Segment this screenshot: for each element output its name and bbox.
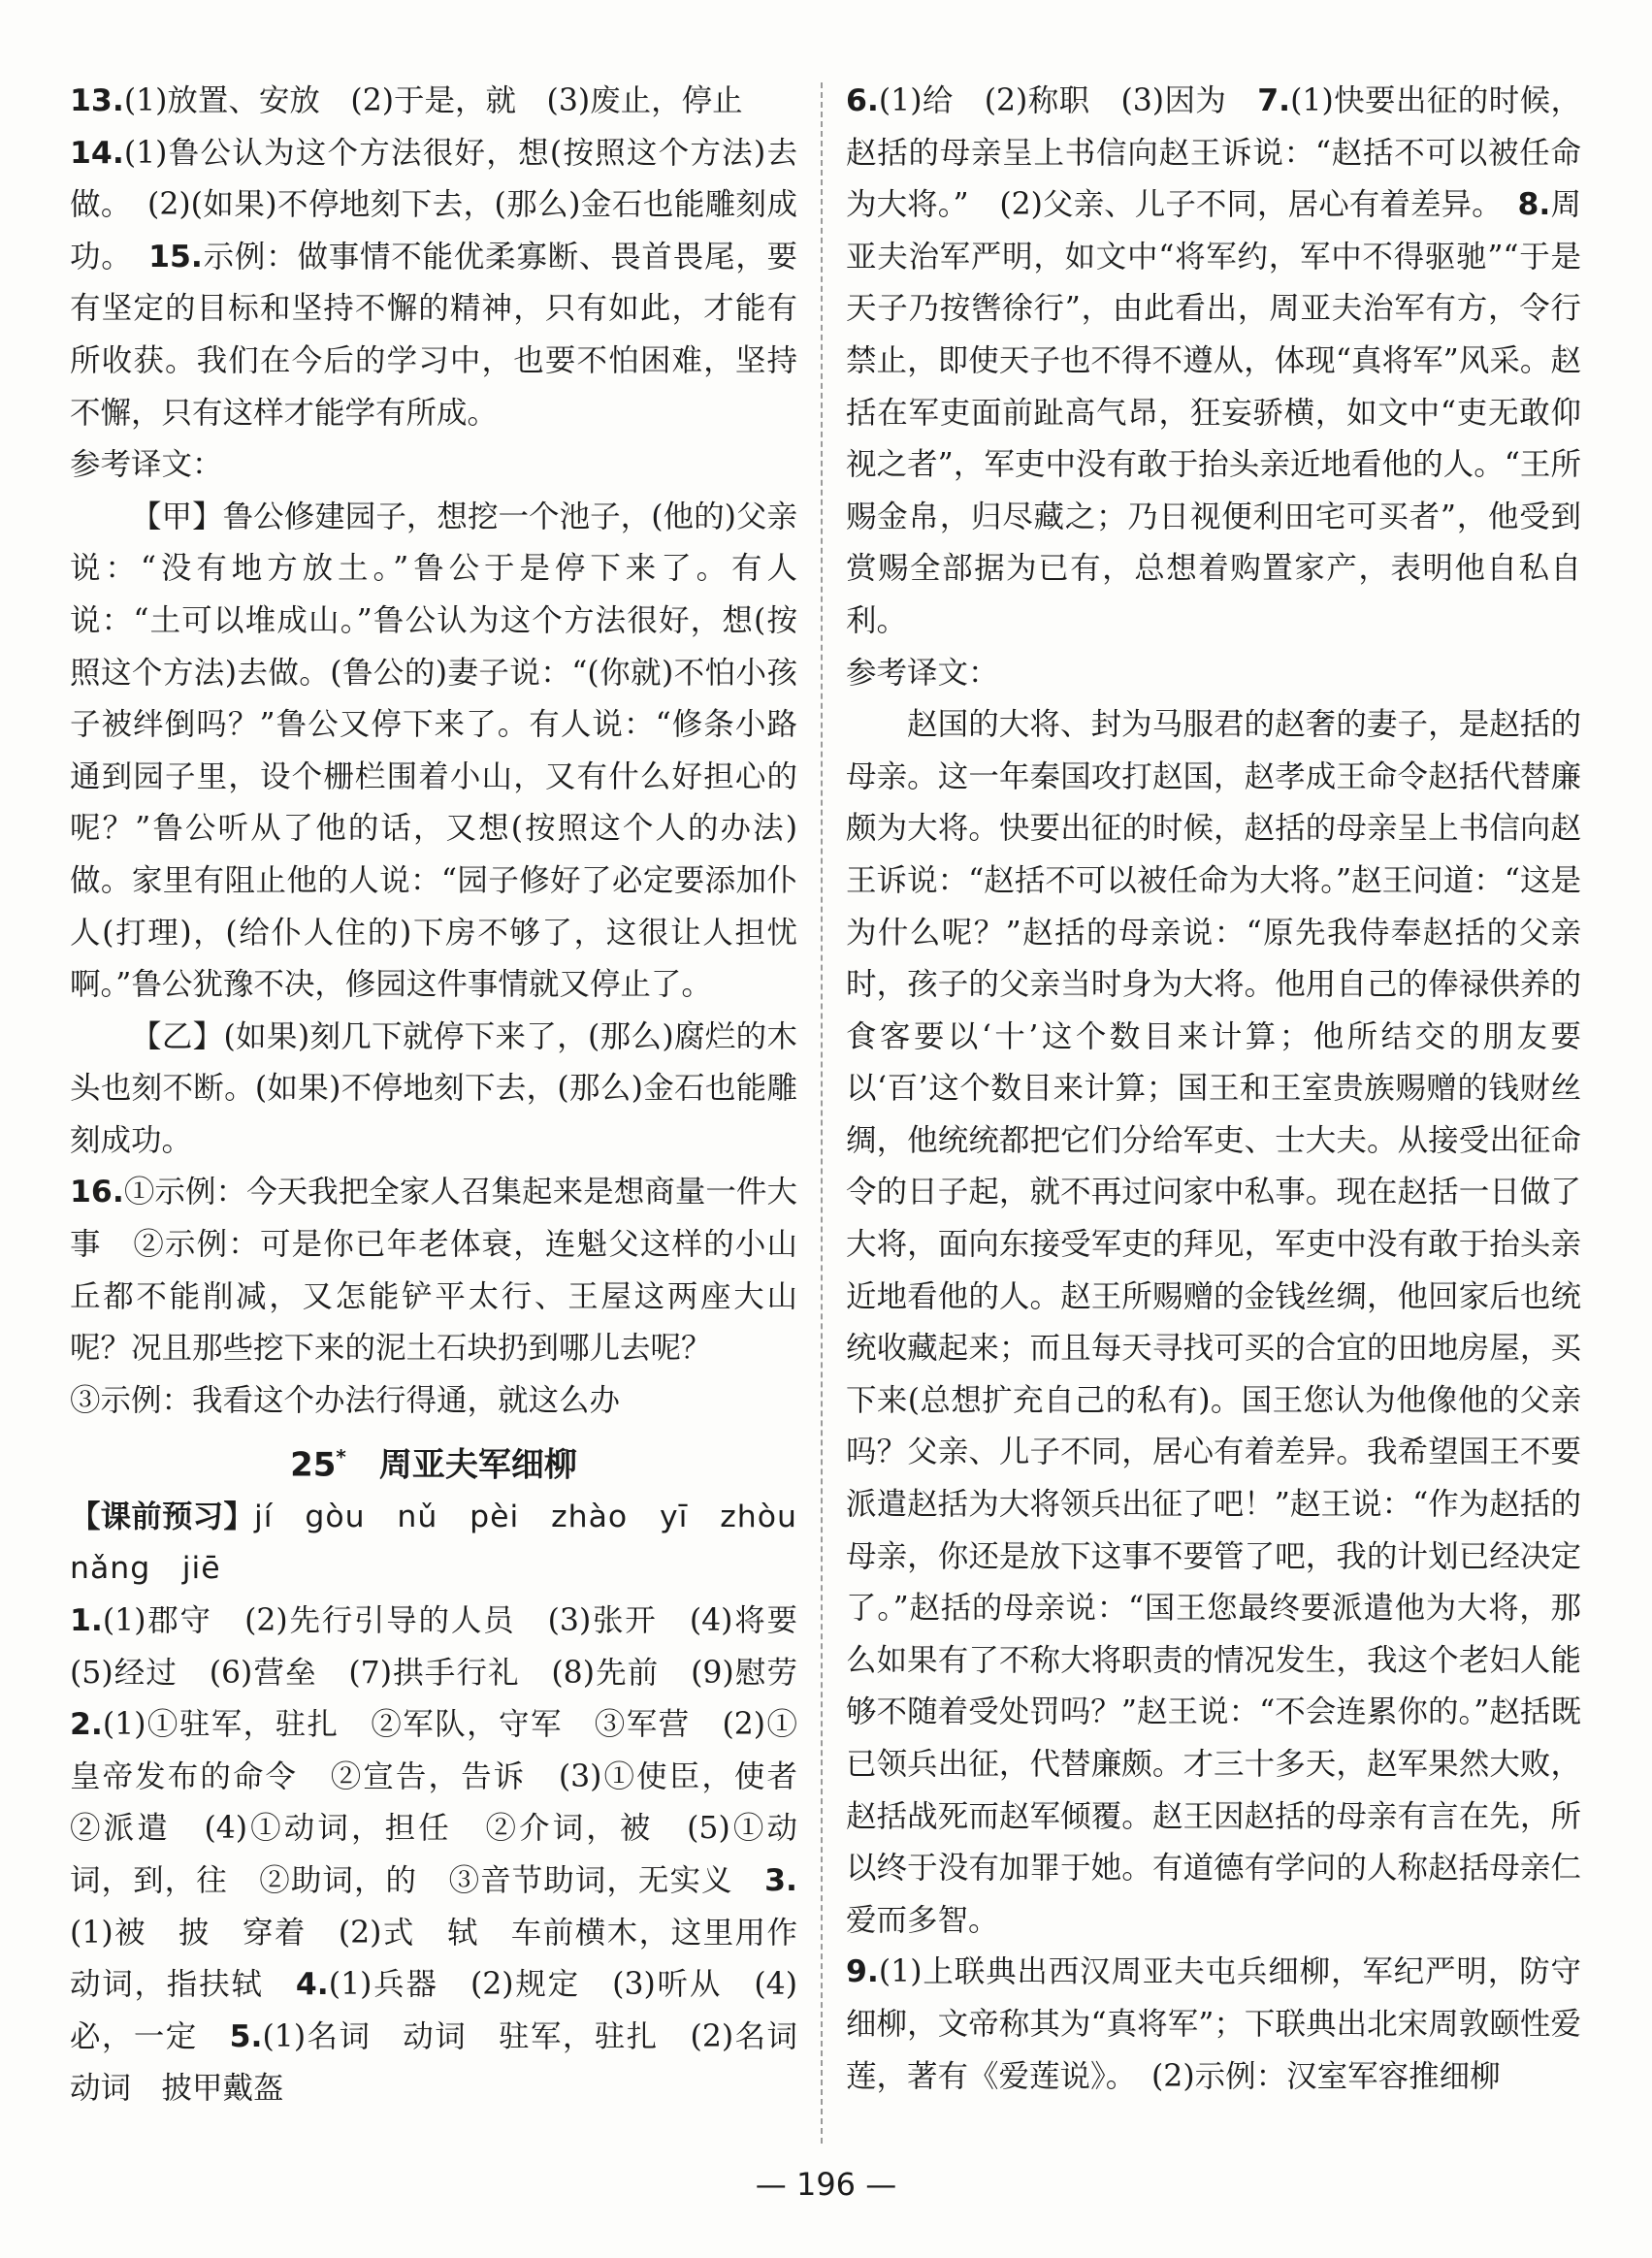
- reference-translation-label: 参考译文：: [70, 447, 223, 483]
- answer-13: [70, 76, 797, 128]
- preview-section: [70, 1492, 829, 1596]
- question-number: 16.: [70, 1175, 124, 1210]
- question-number: 7.: [1257, 83, 1291, 118]
- right-column: [846, 76, 1581, 2103]
- answer-text: 示例：做事情不能优柔寡断、畏首畏尾，要有坚定的目标和坚持不懈的精神，只有如此，才能有所收获。我们在今后的学习中，也要不怕困难，坚持不懈，只有这样才能学有所成。: [70, 239, 797, 431]
- answer-16-part-3: ③示例：我看这个办法行得通，就这么办: [70, 1382, 621, 1418]
- translation-zhao-kuo-mother: 赵国的大将、封为马服君的赵奢的妻子，是赵括的母亲。这一年秦国攻打赵国，赵孝成王命令赵括代替廉颇为大将。快要出征的时候，赵括的母亲呈上书信向赵王诉说：“赵括不可以被任命为大将。”赵王问道：“这是为什么呢？”赵括的母亲说：“原先我侍奉赵括的父亲时，孩子的父亲当时身为大将。他用自己的俸禄供养的食客要以‘十’这个数目来计算；他所结交的朋友要以‘百’这个数目来计算；国王和王室贵族赐赠的钱财丝绸，他统统都把它们分给军吏、士大夫。从接受出征命令的日子起，就不再过问家中私事。现在赵括一日做了大将，面向东接受军吏的拜见，军吏中没有敢于抬头亲近地看他的人。赵王所赐赠的金钱丝绸，他回家后也统统收藏起来；而且每天寻找可买的合宜的田地房屋，买下来(总想扩充自己的私有)。国王您认为他像他的父亲吗？父亲、儿子不同，居心有着差异。我希望国王不要派遣赵括为大将领兵出征了吧！”赵王说：“作为赵括的母亲，你还是放下这事不要管了吧，我的计划已经决定了。”赵括的母亲说：“国王您最终要派遣他为大将，那么如果有了不称大将职责的情况发生，我这个老妇人能够不随着受处罚吗？”赵王说：“不会连累你的。”赵括既已领兵出征，代替廉颇。才三十多天，赵军果然大败，赵括战死而赵军倾覆。赵王因赵括的母亲有言在先，所以终于没有加罪于她。有道德有学问的人称赵括母亲仁爱而多智。: [846, 707, 1581, 1938]
- page-number: — 196 —: [755, 2166, 897, 2203]
- answer-text: (1)给 (2)称职 (3)因为: [878, 83, 1258, 118]
- preview-pinyin: jí gòu nǔ pèi zhào yī zhòu nǎng jiē: [70, 1499, 829, 1587]
- question-number: 5.: [229, 2018, 263, 2054]
- question-number: 6.: [846, 83, 879, 118]
- question-number: 15.: [148, 239, 203, 274]
- answer-text: (1)上联典出西汉周亚夫屯兵细柳，军纪严明，防守细柳，文帝称其为“真将军”；下联典出北宋周敦颐性爱莲，著有《爱莲说》。 (2)示例：汉室军容推细柳: [846, 1954, 1581, 2094]
- answer-text: (1)被 披 穿着 (2)式 轼 车前横木，这里用作动词，指扶轼: [70, 1915, 797, 2003]
- answer-text: (1)名词 动词 驻军，驻扎 (2)名词 动词 披甲戴盔: [70, 2018, 828, 2107]
- answer-text: 周亚夫治军严明，如文中“将军约，军中不得驱驰”“于是天子乃按辔徐行”，由此看出，周亚夫治军有方，令行禁止，即使天子也不得不遵从，体现“真将军”风采。赵括在军吏面前趾高气昂，狂妄骄横，如文中“吏无敢仰视之者”，军吏中没有敢于抬头亲近地看他的人。“王所赐金帛，归尽藏之；乃日视便利田宅可买者”，他受到赏赐全部据为已有，总想着购置家产，表明他自私自利。: [846, 187, 1581, 638]
- answer-text: (1)兵器 (2)规定 (3)听从 (4)必，一定: [70, 1967, 797, 2054]
- answers-1-5: [70, 1596, 828, 2115]
- question-number: 14.: [70, 135, 124, 171]
- answer-text: (1)①驻军，驻扎 ②军队，守军 ③军营 (2)①皇帝发布的命令 ②宣告，告诉 (3)①使臣，使者 ②派遣 (4)①动词，担任 ②介词，被 (5)①动词，到，往 ②助词，的 ③音节助词，无实义: [70, 1707, 828, 1898]
- translation-jia: 【甲】鲁公修建园子，想挖一个池子，(他的)父亲说：“没有地方放土。”鲁公于是停下来了。有人说：“土可以堆成山。”鲁公认为这个方法很好，想(按照这个方法)去做。(鲁公的)妻子说：“(你就)不怕小孩子被绊倒吗？”鲁公又停下来了。有人说：“修条小路通到园子里，设个栅栏围着小山，又有什么好担心的呢？”鲁公听从了他的话，又想(按照这个人的办法)做。家里有阻止他的人说：“园子修好了必定要添加仆人(打理)，(给仆人住的)下房不够了，这很让人担忧啊。”鲁公犹豫不决，修园这件事情就又停止了。: [70, 499, 797, 1003]
- lesson-star: *: [336, 1445, 346, 1469]
- answers-6-8: [846, 76, 1581, 648]
- lesson-title-text: 周亚夫军细柳: [378, 1445, 577, 1485]
- question-number: 8.: [1517, 187, 1551, 223]
- answer-text: (1)快要出征的时候，赵括的母亲呈上书信向赵王诉说：“赵括不可以被任命为大将。” (2)父亲、儿子不同，居心有着差异。: [846, 83, 1581, 223]
- answer-text: (1)放置、安放 (2)于是，就 (3)废止，停止: [123, 83, 743, 118]
- column-divider: [821, 82, 823, 2144]
- answer-text: (1)郡守 (2)先行引导的人员 (3)张开 (4)将要 (5)经过 (6)营垒 (7)拱手行礼 (8)先前 (9)慰劳: [70, 1602, 828, 1691]
- preview-label: 【课前预习】: [70, 1499, 254, 1534]
- question-number: 3.: [764, 1862, 797, 1898]
- lesson-number: 25: [290, 1445, 337, 1485]
- answer-14-15: [70, 128, 797, 440]
- reference-translation-label: 参考译文：: [846, 655, 999, 691]
- answer-text: (1)鲁公认为这个方法很好，想(按照这个方法)去做。 (2)(如果)不停地刻下去，(那么)金石也能雕刻成功。: [70, 135, 797, 274]
- question-number: 1.: [70, 1602, 103, 1638]
- question-number: 9.: [846, 1954, 879, 1990]
- lesson-title: [70, 1431, 797, 1491]
- question-number: 4.: [295, 1967, 329, 2003]
- left-column: [70, 76, 829, 2115]
- answer-16: [70, 1167, 797, 1374]
- question-number: 2.: [70, 1707, 103, 1743]
- answer-9: [846, 1947, 1581, 2103]
- answer-text: ①示例：今天我把全家人召集起来是想商量一件大事 ②示例：可是你已年老体衰，连魁父这样的小山丘都不能削减，又怎能铲平太行、王屋这两座大山呢？况且那些挖下来的泥土石块扔到哪儿去呢？: [70, 1175, 797, 1367]
- question-number: 13.: [70, 83, 124, 118]
- translation-yi: 【乙】(如果)刻几下就停下来了，(那么)腐烂的木头也刻不断。(如果)不停地刻下去，(那么)金石也能雕刻成功。: [70, 1018, 797, 1158]
